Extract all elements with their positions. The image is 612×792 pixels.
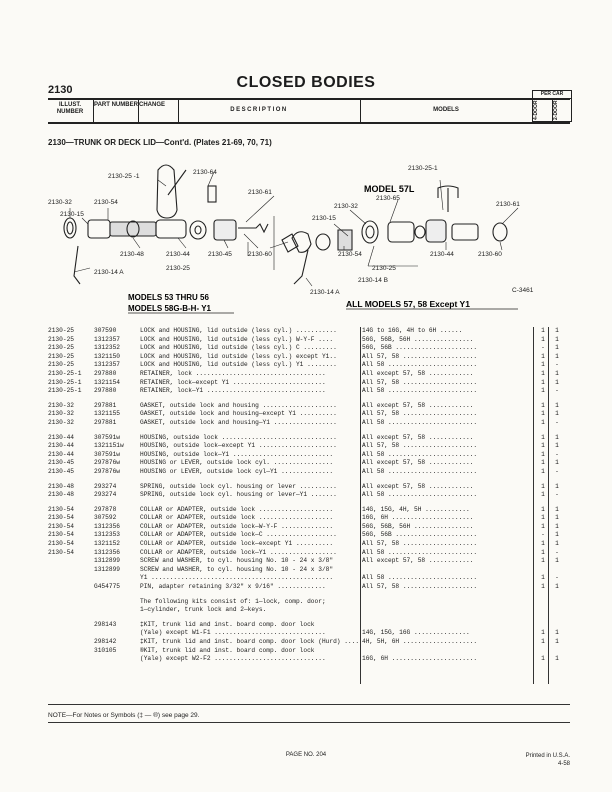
models-cell: 14G to 16G, 4H to 6H ......	[362, 327, 463, 334]
illus-number-cell: 2130-32	[48, 410, 74, 418]
description-cell: GASKET, outside lock and housing—except Y1 ..........	[140, 410, 337, 418]
models-cell: All 58 ........................	[362, 361, 478, 369]
part-number-cell: 297880	[94, 369, 117, 377]
table-row	[48, 410, 570, 419]
header-models: MODELS	[433, 107, 459, 113]
callout-2130-44-left: 2130-44	[166, 251, 190, 258]
page-title: CLOSED BODIES	[236, 74, 376, 91]
callout-2130-15-right: 2130-15	[312, 215, 336, 222]
note-divider	[48, 704, 570, 705]
qty-2-door-cell: 1	[555, 369, 559, 377]
lock-handle-left	[157, 165, 177, 218]
part-number-cell: 1312357	[94, 361, 120, 369]
part-number-cell: 307592	[94, 514, 117, 522]
table-row	[48, 336, 570, 345]
illus-number-cell: 2130-25-1	[48, 387, 82, 395]
callout-2130-65: 2130-65	[376, 195, 400, 202]
models-cell: 56G, 56B, 56H ................	[362, 335, 474, 343]
model-57l-label: MODEL 57L	[364, 184, 415, 194]
qty-2-door-cell: 1	[555, 531, 559, 539]
qty-2-door-cell: 1	[555, 352, 559, 360]
models-left-label-1: MODELS 53 THRU 56	[128, 293, 209, 302]
description-cell: SPRING, outside lock cyl. housing or lever—Y1 .......	[140, 491, 337, 499]
part-number-cell: 307591w	[94, 450, 120, 458]
qty-4-door-cell: 1	[541, 583, 545, 591]
models-cell: 16G, 6H .......................	[362, 655, 478, 663]
illus-number-cell: 2130-48	[48, 491, 74, 499]
table-row	[48, 557, 570, 566]
illus-number-cell: 2130-25	[48, 352, 74, 360]
part-number-cell: 293274	[94, 491, 117, 499]
qty-2-door-cell: -	[555, 450, 559, 458]
models-left-label-2: MODELS 58G-B-H- Y1	[128, 304, 211, 313]
description-cell: ®KIT, trunk lid and inst. board comp. door lock	[140, 646, 315, 654]
qty-2-door-cell: 1	[555, 410, 559, 418]
illus-number-cell: 2130-25-1	[48, 378, 82, 386]
table-row	[48, 459, 570, 468]
qty-4-door-cell: 1	[541, 548, 545, 556]
part-number-cell: G454775	[94, 583, 120, 591]
qty-2-door-cell: 1	[555, 327, 559, 334]
callout-2130-60-right: 2130-60	[478, 251, 502, 258]
qty-4-door-cell: 1	[541, 574, 545, 582]
gasket-left	[64, 218, 76, 238]
qty-2-door-cell: 1	[555, 583, 559, 591]
callout-2130-45: 2130-45	[208, 251, 232, 258]
description-cell: The following kits consist of: 1—lock, comp. door;	[140, 597, 326, 605]
callout-2130-25-1-left: 2130-25 -1	[108, 173, 140, 180]
parts-list	[48, 327, 570, 664]
description-cell: HOUSING, outside lock—except Y1 .....................	[140, 442, 337, 450]
models-cell: All 57, 58 ....................	[362, 352, 478, 360]
qty-2-door-cell: 1	[555, 401, 559, 409]
qty-4-door-cell: 1	[541, 327, 545, 334]
table-row	[48, 361, 570, 370]
description-cell: SCREW and WASHER, to cyl. housing No. 10 - 24 x 3/8"	[140, 557, 334, 565]
table-row	[48, 549, 570, 558]
qty-4-door-cell: 1	[541, 433, 545, 441]
table-row	[48, 419, 570, 428]
illus-number-cell: 2130-25-1	[48, 369, 82, 377]
qty-4-door-cell: 1	[541, 410, 545, 418]
part-number-cell: 293274	[94, 482, 117, 490]
description-cell: LOCK and HOUSING, lid outside (less cyl.) W-Y-F ....	[140, 335, 334, 343]
part-number-cell: 307590	[94, 327, 117, 334]
description-cell: SCREW and WASHER, to cyl. housing No. 10 - 24 x 3/8"	[140, 565, 334, 573]
part-number-cell: 307591w	[94, 433, 120, 441]
description-cell: Y1 .................................................	[140, 574, 334, 582]
models-cell: All except 57, 58 ............	[362, 482, 474, 490]
part-number-cell: 297876w	[94, 459, 120, 467]
callout-2130-64: 2130-64	[193, 169, 217, 176]
callout-2130-14b: 2130-14 B	[358, 277, 388, 284]
models-cell: All 58 ........................	[362, 387, 478, 395]
description-cell: COLLAR or ADAPTER, outside lock ....................	[140, 514, 334, 522]
qty-4-door-cell: 1	[541, 401, 545, 409]
illus-number-cell: 2130-45	[48, 467, 74, 475]
qty-2-door-cell: 1	[555, 557, 559, 565]
header-change: CHANGE	[139, 102, 166, 108]
description-cell: (Yale) except W1-F1 ..............................	[140, 629, 326, 637]
part-number-cell: 1312356	[94, 548, 120, 556]
qty-4-door-cell: 1	[541, 629, 545, 637]
part-number-cell: 297881	[94, 401, 117, 409]
callout-2130-25-right: 2130-25	[372, 265, 396, 272]
qty-4-door-cell: 1	[541, 378, 545, 386]
footer-divider	[48, 722, 570, 723]
table-row	[48, 606, 570, 615]
print-info	[526, 752, 570, 768]
part-number-cell: 298142	[94, 638, 117, 645]
qty-2-door-cell: 1	[555, 442, 559, 450]
table-row	[48, 540, 570, 549]
qty-4-door-cell: 1	[541, 514, 545, 522]
qty-4-door-cell: 1	[541, 467, 545, 475]
table-row	[48, 379, 570, 388]
description-cell: ‡KIT, trunk lid and inst. board comp. door lock (Hurd) ....	[140, 638, 360, 645]
per-car-label: PER CAR	[533, 91, 571, 99]
part-number-cell: 1312899	[94, 557, 120, 565]
illus-number-cell: 2130-54	[48, 548, 74, 556]
table-row	[48, 442, 570, 451]
qty-4-door-cell: 1	[541, 522, 545, 530]
table-row	[48, 491, 570, 500]
qty-2-door-cell: -	[555, 574, 559, 582]
qty-2-door-cell: 1	[555, 629, 559, 637]
part-number-cell: 310105	[94, 646, 117, 654]
qty-4-door-cell: 1	[541, 361, 545, 369]
models-cell: All 58 ........................	[362, 574, 478, 582]
description-cell: LOCK and HOUSING, lid outside (less cyl.) ...........	[140, 327, 337, 334]
models-cell: 4H, 5H, 6H ....................	[362, 638, 478, 645]
qty-4-door-cell: 1	[541, 655, 545, 663]
qty-4-door-cell: -	[541, 531, 545, 539]
qty-2-door-cell: 1	[555, 482, 559, 490]
models-cell: 14G, 15G, 4H, 5H ............	[362, 505, 470, 513]
qty-4-door-cell: 1	[541, 482, 545, 490]
section-number: 2130	[48, 84, 73, 96]
callout-2130-44-right: 2130-44	[430, 251, 454, 258]
qty-2-door-cell: 1	[555, 378, 559, 386]
per-car-2-door: 2-DOOR	[552, 100, 559, 120]
illus-number-cell: 2130-45	[48, 459, 74, 467]
illus-number-cell: 2130-32	[48, 401, 74, 409]
table-row	[48, 655, 570, 664]
description-cell: COLLAR or ADAPTER, outside lock—except Y1 ..........	[140, 540, 334, 548]
callout-2130-25-1-right: 2130-25-1	[408, 165, 438, 172]
callout-2130-14a-right: 2130-14 A	[310, 289, 340, 296]
part-number-cell: 1321154	[94, 378, 120, 386]
header-description: DESCRIPTION	[230, 107, 288, 113]
callout-2130-48: 2130-48	[120, 251, 144, 258]
description-cell: ‡KIT, trunk lid and inst. board comp. door lock	[140, 620, 315, 628]
qty-4-door-cell: 1	[541, 335, 545, 343]
illus-number-cell: 2130-25	[48, 335, 74, 343]
qty-4-door-cell: 1	[541, 442, 545, 450]
models-cell: 56G, 56B, 56H ................	[362, 522, 474, 530]
illus-number-cell: 2130-25	[48, 344, 74, 352]
table-row	[48, 468, 570, 477]
qty-4-door-cell: 1	[541, 557, 545, 565]
retainer-left	[208, 186, 216, 202]
illus-number-cell: 2130-54	[48, 514, 74, 522]
models-right-label: ALL MODELS 57, 58 Except Y1	[346, 299, 470, 309]
qty-2-door-cell: 1	[555, 655, 559, 663]
callout-2130-14a-left: 2130-14 A	[94, 269, 124, 276]
description-cell: GASKET, outside lock and housing—Y1 .................	[140, 418, 337, 426]
callout-2130-60-left: 2130-60	[248, 251, 272, 258]
qty-4-door-cell: 1	[541, 418, 545, 426]
header-illus-number: ILLUST. NUMBER	[56, 102, 84, 115]
description-cell: COLLAR or ADAPTER, outside lock—W-Y-F ..............	[140, 522, 334, 530]
table-row	[48, 574, 570, 583]
models-cell: All 58 ........................	[362, 548, 478, 556]
table-row	[48, 598, 570, 607]
illus-number-cell: 2130-44	[48, 450, 74, 458]
illus-number-cell: 2130-54	[48, 531, 74, 539]
models-cell: All 58 ........................	[362, 467, 478, 475]
qty-4-door-cell: -	[541, 344, 545, 352]
table-row	[48, 621, 570, 630]
models-cell: All 57, 58 ....................	[362, 410, 478, 418]
table-row	[48, 327, 570, 336]
description-cell: HOUSING or LEVER, outside lock cyl. ................	[140, 459, 334, 467]
description-cell: GASKET, outside lock and housing ....................	[140, 401, 337, 409]
part-number-cell: 1312353	[94, 531, 120, 539]
part-number-cell: 1321150	[94, 352, 120, 360]
description-cell: COLLAR or ADAPTER, outside lock—Y1 ..................	[140, 548, 337, 556]
table-row	[48, 506, 570, 515]
table-row	[48, 353, 570, 362]
table-row	[48, 387, 570, 396]
models-cell: All 58 ........................	[362, 450, 478, 458]
qty-2-door-cell: -	[555, 491, 559, 499]
models-cell: All 57, 58 ....................	[362, 378, 478, 386]
description-cell: HOUSING, outside lock ...............................	[140, 433, 337, 441]
table-row	[48, 523, 570, 532]
qty-4-door-cell: 1	[541, 459, 545, 467]
table-row	[48, 629, 570, 638]
qty-4-door-cell: 1	[541, 638, 545, 645]
callout-2130-61-right: 2130-61	[496, 201, 520, 208]
description-cell: SPRING, outside lock cyl. housing or lever ..........	[140, 482, 337, 490]
models-cell: 14G, 15G, 16G ...............	[362, 629, 470, 637]
description-cell: COLLAR or ADAPTER, outside lock—C ...................	[140, 531, 337, 539]
part-number-cell: 1312899	[94, 565, 120, 573]
qty-2-door-cell: -	[555, 548, 559, 556]
callout-2130-15-left: 2130-15	[60, 211, 84, 218]
illus-number-cell: 2130-54	[48, 540, 74, 548]
description-cell: HOUSING, outside lock—Y1 ...........................	[140, 450, 334, 458]
lock-lever-right	[294, 250, 308, 284]
illus-number-cell: 2130-44	[48, 442, 74, 450]
models-cell: All 58 ........................	[362, 491, 478, 499]
part-number-cell: 1321155	[94, 410, 120, 418]
description-cell: 1—cylinder, trunk lock and 2—keys.	[140, 606, 267, 614]
part-number-cell: 1312356	[94, 522, 120, 530]
qty-2-door-cell: 1	[555, 505, 559, 513]
description-cell: RETAINER, lock ...................................	[140, 369, 326, 377]
models-cell: 16G, 6H ......................	[362, 514, 474, 522]
table-row	[48, 514, 570, 523]
models-cell: All except 57, 58 ............	[362, 401, 474, 409]
qty-4-door-cell: 1	[541, 505, 545, 513]
callout-2130-25-left: 2130-25	[166, 265, 190, 272]
per-car-4-door: 4-DOOR	[533, 100, 539, 120]
part-number-cell: 297881	[94, 418, 117, 426]
models-cell: All except 57, 58 ............	[362, 459, 474, 467]
description-cell: LOCK and HOUSING, lid outside (less cyl.) C .........	[140, 344, 337, 352]
table-row	[48, 402, 570, 411]
table-row	[48, 638, 570, 647]
description-cell: HOUSING or LEVER, outside lock cyl—Y1 ..............	[140, 467, 334, 475]
models-cell: All except 57, 58 ............	[362, 433, 474, 441]
models-cell: All except 57, 58 ............	[362, 557, 474, 565]
drawing-number: C-3461	[512, 287, 534, 294]
table-row	[48, 451, 570, 460]
table-row	[48, 566, 570, 575]
description-cell: (Yale) except W2-F2 ..............................	[140, 655, 326, 663]
description-cell: RETAINER, lock—except Y1 .........................	[140, 378, 326, 386]
description-cell: COLLAR or ADAPTER, outside lock ....................	[140, 505, 334, 513]
exploded-view-drawing	[48, 150, 570, 320]
qty-2-door-cell: -	[555, 467, 559, 475]
description-cell: LOCK and HOUSING, lid outside (less cyl.) Y1 ........	[140, 361, 337, 369]
illus-number-cell: 2130-25	[48, 361, 74, 369]
qty-2-door-cell: -	[555, 418, 559, 426]
qty-2-door-cell: 1	[555, 433, 559, 441]
qty-4-door-cell: 1	[541, 450, 545, 458]
illus-number-cell: 2130-32	[48, 418, 74, 426]
lock-lever-left	[74, 246, 80, 284]
callout-2130-61-left: 2130-61	[248, 189, 272, 196]
illus-number-cell: 2130-44	[48, 433, 74, 441]
callout-2130-54-left: 2130-54	[94, 199, 118, 206]
part-number-cell: 297876w	[94, 467, 120, 475]
callout-2130-32-right: 2130-32	[334, 203, 358, 210]
qty-2-door-cell: 1	[555, 459, 559, 467]
part-number-cell: 1321152	[94, 540, 120, 548]
qty-2-door-cell: 1	[555, 522, 559, 530]
table-row	[48, 647, 570, 656]
symbols-note: NOTE—For Notes or Symbols (‡ — ®) see page 29.	[48, 712, 200, 719]
section-subtitle: 2130—TRUNK OR DECK LID—Cont'd. (Plates 21-69, 70, 71)	[48, 138, 272, 147]
qty-2-door-cell: -	[555, 387, 559, 395]
models-cell: 56G, 56B ......................	[362, 344, 478, 352]
qty-4-door-cell: 1	[541, 387, 545, 395]
description-cell: LOCK and HOUSING, lid outside (less cyl.) except Y1..	[140, 352, 337, 360]
callout-2130-54-right: 2130-54	[338, 251, 362, 258]
table-row	[48, 583, 570, 592]
qty-4-door-cell: 1	[541, 352, 545, 360]
qty-2-door-cell: 1	[555, 540, 559, 548]
print-date: 4-58	[557, 761, 570, 767]
illus-number-cell: 2130-54	[48, 522, 74, 530]
page-number: PAGE NO. 204	[285, 752, 327, 758]
qty-4-door-cell: 1	[541, 540, 545, 548]
header-part-number: PART NUMBER	[94, 102, 138, 108]
models-cell: All except 57, 58 ............	[362, 369, 474, 377]
description-cell: PIN, adapter retaining 3/32" x 9/16" .............	[140, 583, 326, 591]
part-number-cell: 1321151w	[94, 442, 124, 450]
table-row	[48, 483, 570, 492]
illus-number-cell: 2130-25	[48, 327, 74, 334]
illus-number-cell: 2130-54	[48, 505, 74, 513]
table-row	[48, 531, 570, 540]
table-row	[48, 434, 570, 443]
part-number-cell: 297880	[94, 387, 117, 395]
qty-2-door-cell: 1	[555, 514, 559, 522]
part-number-cell: 1312357	[94, 335, 120, 343]
models-cell: 56G, 56B ......................	[362, 531, 478, 539]
table-row	[48, 344, 570, 353]
spring-clip	[292, 232, 311, 253]
qty-2-door-cell: -	[555, 361, 559, 369]
table-row	[48, 370, 570, 379]
description-cell: RETAINER, lock—Y1 ................................	[140, 387, 326, 395]
models-cell: All 57, 58 ....................	[362, 442, 478, 450]
models-cell: All 57, 58 ....................	[362, 540, 478, 548]
illus-number-cell: 2130-48	[48, 482, 74, 490]
qty-4-door-cell: 1	[541, 491, 545, 499]
callout-2130-32-left: 2130-32	[48, 199, 72, 206]
part-number-cell: 297878	[94, 505, 117, 513]
part-number-cell: 298143	[94, 620, 117, 628]
printed-in: Printed in U.S.A.	[525, 753, 570, 759]
column-header	[48, 98, 570, 124]
qty-4-door-cell: 1	[541, 369, 545, 377]
part-number-cell: 1312352	[94, 344, 120, 352]
parts-diagram	[48, 150, 570, 320]
qty-2-door-cell: 1	[555, 638, 559, 645]
qty-2-door-cell: 1	[555, 335, 559, 343]
models-cell: All 58 ........................	[362, 418, 478, 426]
models-cell: All 57, 58 ....................	[362, 583, 478, 591]
qty-2-door-cell: 1	[555, 344, 559, 352]
